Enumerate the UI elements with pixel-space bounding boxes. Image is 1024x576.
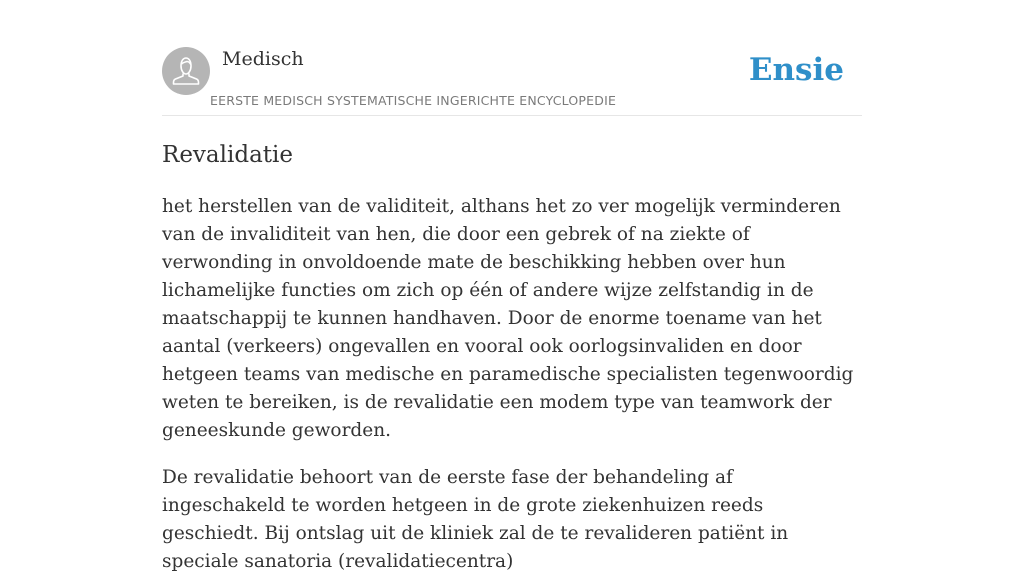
source-header [162,47,862,116]
source-subtitle: EERSTE MEDISCH SYSTEMATISCHE INGERICHTE ENCYCLOPEDIE [210,93,617,108]
article-paragraph: De revalidatie behoort van de eerste fase der behandeling af ingeschakeld te worden hetgeen in de grote ziekenhuizen reeds geschiedt. Bij ontslag uit de kliniek zal de te revalideren patiënt in speciale sanatoria (revalidatiecentra) [162,467,789,572]
page [162,0,862,576]
brand-logo[interactable]: Ensie [748,52,844,88]
source-name[interactable]: Medisch [222,48,304,70]
article-title: Revalidatie [162,142,293,168]
avatar[interactable] [162,47,210,95]
article-paragraph: het herstellen van de validiteit, althans het zo ver mogelijk verminderen van de invaliditeit van hen, die door een gebrek of na ziekte of verwonding in onvoldoende mate de beschikking hebben over hun lichamelijke functies om zich op één of andere wijze zelfstandig in de maatschappij te kunnen handhaven. Door de enorme toename van het aantal (verkeers) ongevallen en vooral ook oorlogsinvaliden en door hetgeen teams van medische en paramedische specialisten tegenwoordig weten te bereiken, is de revalidatie een modem type van teamwork der geneeskunde geworden. [162,196,854,441]
user-icon [162,47,210,95]
